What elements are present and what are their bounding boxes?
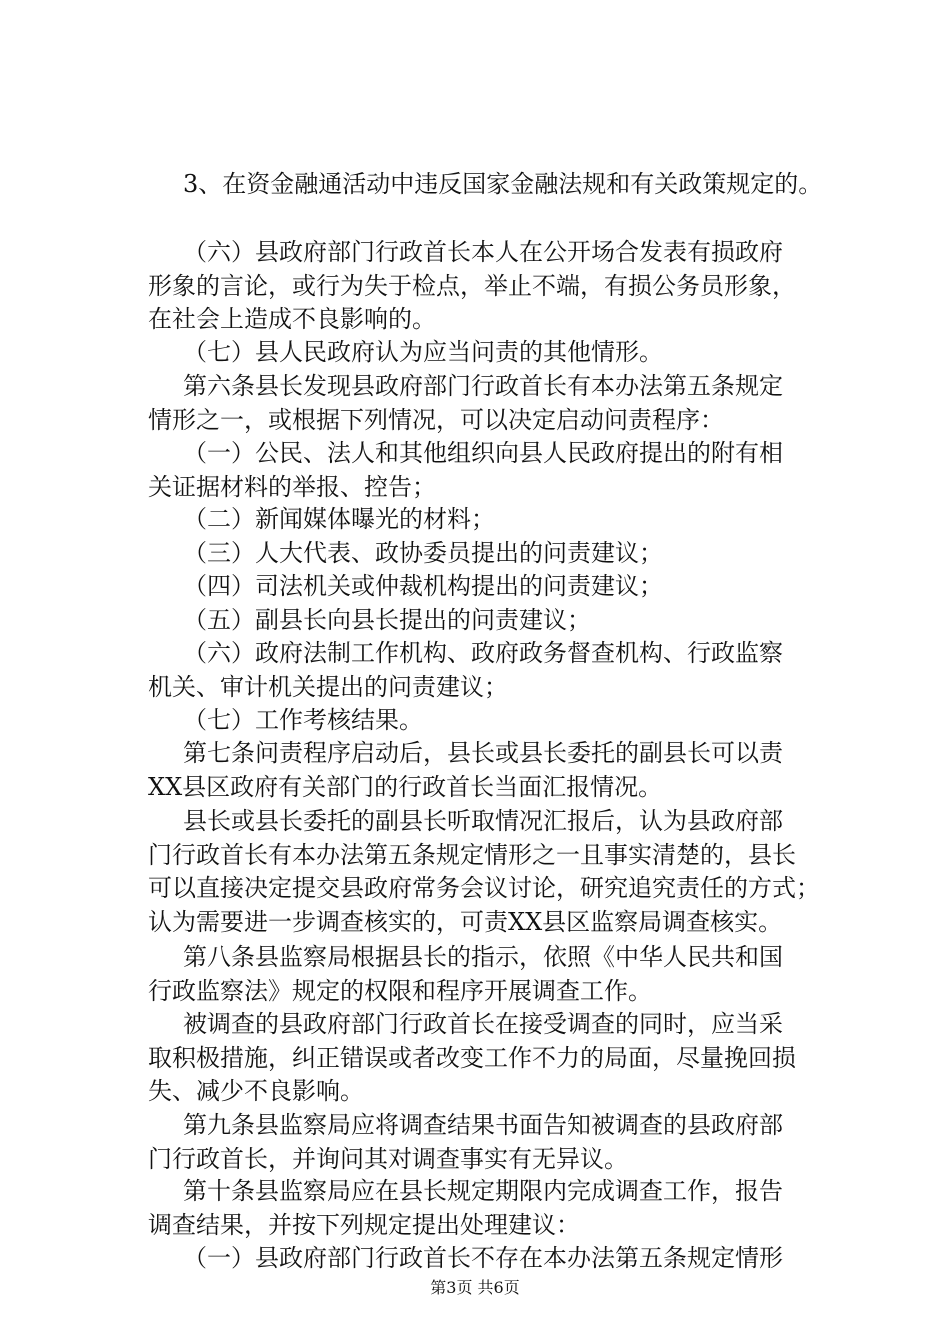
text-line: 认为需要进一步调查核实的，可责XX县区监察局调查核实。 — [148, 907, 783, 936]
text-line: 行政监察法》规定的权限和程序开展调查工作。 — [148, 976, 652, 1005]
text-line: 门行政首长有本办法第五条规定情形之一且事实清楚的，县长 — [148, 840, 796, 869]
text-line: （六）政府法制工作机构、政府政务督查机构、行政监察 — [183, 639, 783, 667]
text-line: （七）工作考核结果。 — [183, 706, 423, 734]
page-footer: 第3页 共6页 — [430, 1278, 520, 1297]
text-line: 在社会上造成不良影响的。 — [148, 305, 436, 334]
text-line: （六）县政府部门行政首长本人在公开场合发表有损政府 — [183, 238, 783, 266]
text-line: （四）司法机关或仲裁机构提出的问责建议； — [183, 572, 663, 600]
text-line: 情形之一，或根据下列情况，可以决定启动问责程序： — [148, 405, 724, 434]
text-line: 第七条问责程序启动后，县长或县长委托的副县长可以责 — [183, 739, 783, 767]
text-line: 第十条县监察局应在县长规定期限内完成调查工作，报告 — [183, 1177, 783, 1205]
text-line: 门行政首长，并询问其对调查事实有无异议。 — [148, 1144, 628, 1173]
text-line: （五）副县长向县长提出的问责建议； — [183, 606, 591, 634]
text-line: （三）人大代表、政协委员提出的问责建议； — [183, 539, 663, 567]
text-line: 关证据材料的举报、控告； — [148, 472, 436, 501]
text-line: 3、在资金融通活动中违反国家金融法规和有关政策规定的。 — [183, 170, 823, 198]
text-line: 形象的言论，或行为失于检点，举止不端，有损公务员形象， — [148, 271, 796, 300]
text-line: 可以直接决定提交县政府常务会议讨论，研究追究责任的方式； — [148, 874, 820, 903]
text-line: 第六条县长发现县政府部门行政首长有本办法第五条规定 — [183, 372, 783, 400]
text-line: （二）新闻媒体曝光的材料； — [183, 505, 495, 533]
text-line: 第九条县监察局应将调查结果书面告知被调查的县政府部 — [183, 1111, 783, 1139]
text-line: （一）县政府部门行政首长不存在本办法第五条规定情形 — [183, 1244, 783, 1272]
text-line: 调查结果，并按下列规定提出处理建议： — [148, 1210, 580, 1239]
text-line: （七）县人民政府认为应当问责的其他情形。 — [183, 338, 663, 366]
text-line: 第八条县监察局根据县长的指示，依照《中华人民共和国 — [183, 943, 783, 971]
text-line: 被调查的县政府部门行政首长在接受调查的同时，应当采 — [183, 1010, 783, 1038]
text-line: 取积极措施，纠正错误或者改变工作不力的局面，尽量挽回损 — [148, 1043, 796, 1072]
text-line: 失、减少不良影响。 — [148, 1077, 364, 1106]
text-line: 机关、审计机关提出的问责建议； — [148, 672, 508, 701]
text-line: （一）公民、法人和其他组织向县人民政府提出的附有相 — [183, 439, 783, 467]
text-line: 县长或县长委托的副县长听取情况汇报后，认为县政府部 — [183, 807, 783, 835]
text-line: XX县区政府有关部门的行政首长当面汇报情况。 — [148, 772, 663, 801]
